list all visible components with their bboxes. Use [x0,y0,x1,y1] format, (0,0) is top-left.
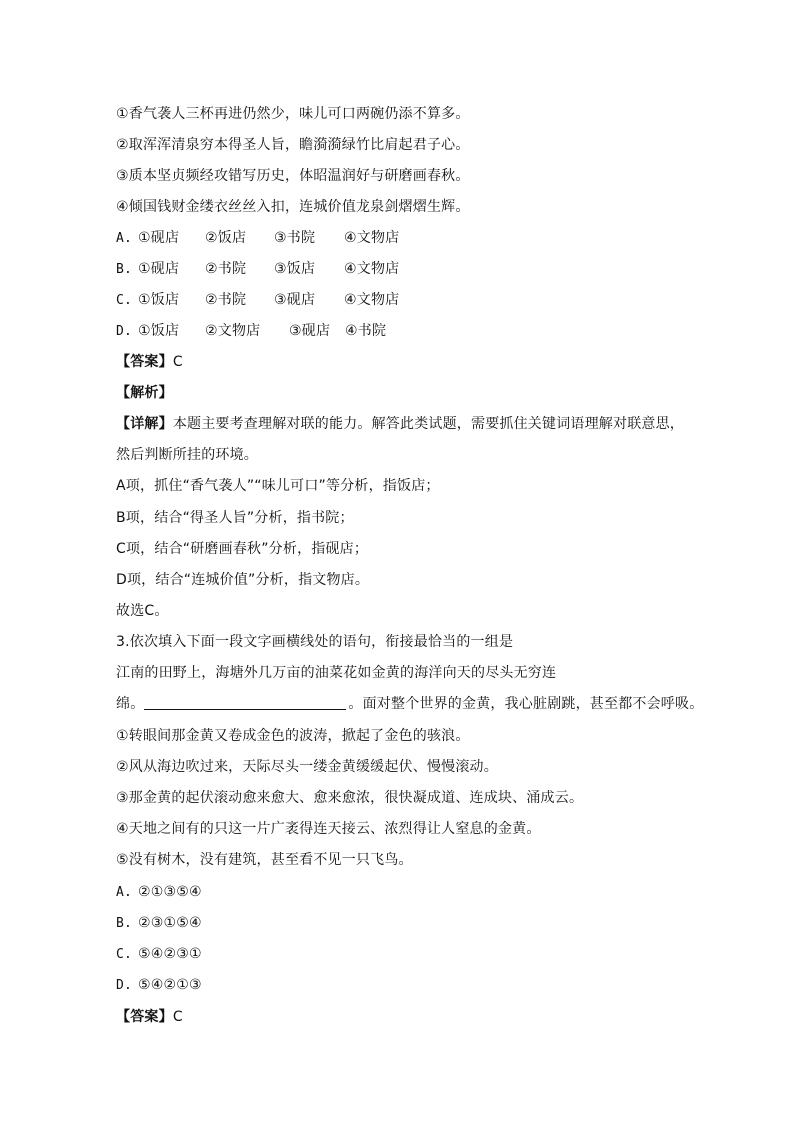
option-item: ③饭店 [274,261,316,277]
q3-sentence-2: ②风从海边吹过来，天际尽头一缕金黄缓缓起伏、慢慢滚动。 [116,759,498,775]
passage-prefix: 绵。 [116,696,145,712]
option-item: ③砚店 [289,323,331,339]
option-letter: D. [116,324,133,339]
q3-sentence-4: ④天地之间有的只这一片广袤得连天接云、浓烈得让人窒息的金黄。 [116,821,541,837]
q3-answer [116,1007,183,1027]
explanation-a: A项，抓住“香气袭人”“味儿可口”等分析，指饭店； [116,478,440,494]
option-letter: B. [116,262,133,277]
couplet-4: ④倾国钱财金缕衣丝丝入扣，连城价值龙泉剑熠熠生辉。 [116,199,470,215]
answer-tag: 【答案】 [116,1009,173,1025]
q3-option-c [116,944,202,965]
couplet-2: ②取浑浑清泉穷本得圣人旨，瞻漪漪绿竹比肩起君子心。 [116,137,470,153]
passage-suffix: 。面对整个世界的金黄，我心脏剧跳，甚至都不会呼吸。 [348,696,704,712]
detail-tag: 【详解】 [116,416,173,432]
option-item: ②饭店 [205,230,247,246]
option-letter: C. [116,293,133,308]
explanation-c: C项，结合“研磨画春秋”分析，指砚店； [116,541,369,557]
q3-stem: 3.依次填入下面一段文字画横线处的语句，衔接最恰当的一组是 [116,634,514,650]
couplet-3: ③质本坚贞频经攻错写历史，体昭温润好与研磨画春秋。 [116,168,470,184]
option-item: ③砚店 [274,292,316,308]
option-item: ④文物店 [344,261,400,277]
q3-passage-line-2 [116,694,703,714]
fill-blank-line [144,695,346,710]
option-text: ⑤④②③① [138,946,202,962]
explanation-b: B项，结合“得圣人旨”分析，指书院； [116,510,354,526]
option-item: ④书院 [345,323,387,339]
couplet-1: ①香气袭人三杯再进仍然少，味儿可口两碗仍添不算多。 [116,106,470,122]
option-text: ⑤④②①③ [138,977,202,993]
detail-text: 本题主要考查理解对联的能力。解答此类试题，需要抓住关键词语理解对联意思， [172,416,685,432]
option-item: ①砚店 [138,261,180,277]
detail-line-1 [116,414,684,434]
option-letter: C. [116,947,133,962]
q2-answer [116,352,183,372]
q3-sentence-1: ①转眼间那金黄又卷成金色的波涛，掀起了金色的骇浪。 [116,728,470,744]
option-letter: A. [116,885,133,900]
option-item: ③书院 [274,230,316,246]
q3-option-b [116,913,202,934]
q2-option-c [116,290,399,311]
answer-value: C [172,354,183,370]
option-text: ②①③⑤④ [138,884,202,900]
option-item: ②书院 [205,261,247,277]
q3-sentence-5: ⑤没有树木，没有建筑，甚至看不见一只飞鸟。 [116,852,413,868]
q3-sentence-3: ③那金黄的起伏滚动愈来愈大、愈来愈浓，很快凝成道、连成块、涌成云。 [116,790,584,806]
option-item: ②书院 [205,292,247,308]
option-item: ④文物店 [344,292,400,308]
option-text: ②③①⑤④ [138,915,202,931]
option-item: ①饭店 [138,292,180,308]
q2-option-d [116,321,386,342]
option-letter: B. [116,916,133,931]
option-item: ②文物店 [205,323,261,339]
q2-option-a [116,228,399,249]
analysis-tag: 【解析】 [116,385,173,401]
option-item: ①砚店 [138,230,180,246]
q3-option-a [116,882,202,903]
option-item: ①饭店 [138,323,180,339]
answer-value: C [172,1009,183,1025]
q2-option-b [116,259,399,280]
conclusion: 故选C。 [116,603,169,619]
option-item: ④文物店 [344,230,400,246]
option-letter: D. [116,978,133,993]
explanation-d: D项，结合“连城价值”分析，指文物店。 [116,572,370,588]
q3-option-d [116,975,202,996]
detail-line-2: 然后判断所挂的环境。 [116,447,258,463]
q3-passage-line-1: 江南的田野上，海塘外几万亩的油菜花如金黄的海洋向天的尽头无穷连 [116,665,557,681]
option-letter: A. [116,231,133,246]
answer-tag: 【答案】 [116,354,173,370]
